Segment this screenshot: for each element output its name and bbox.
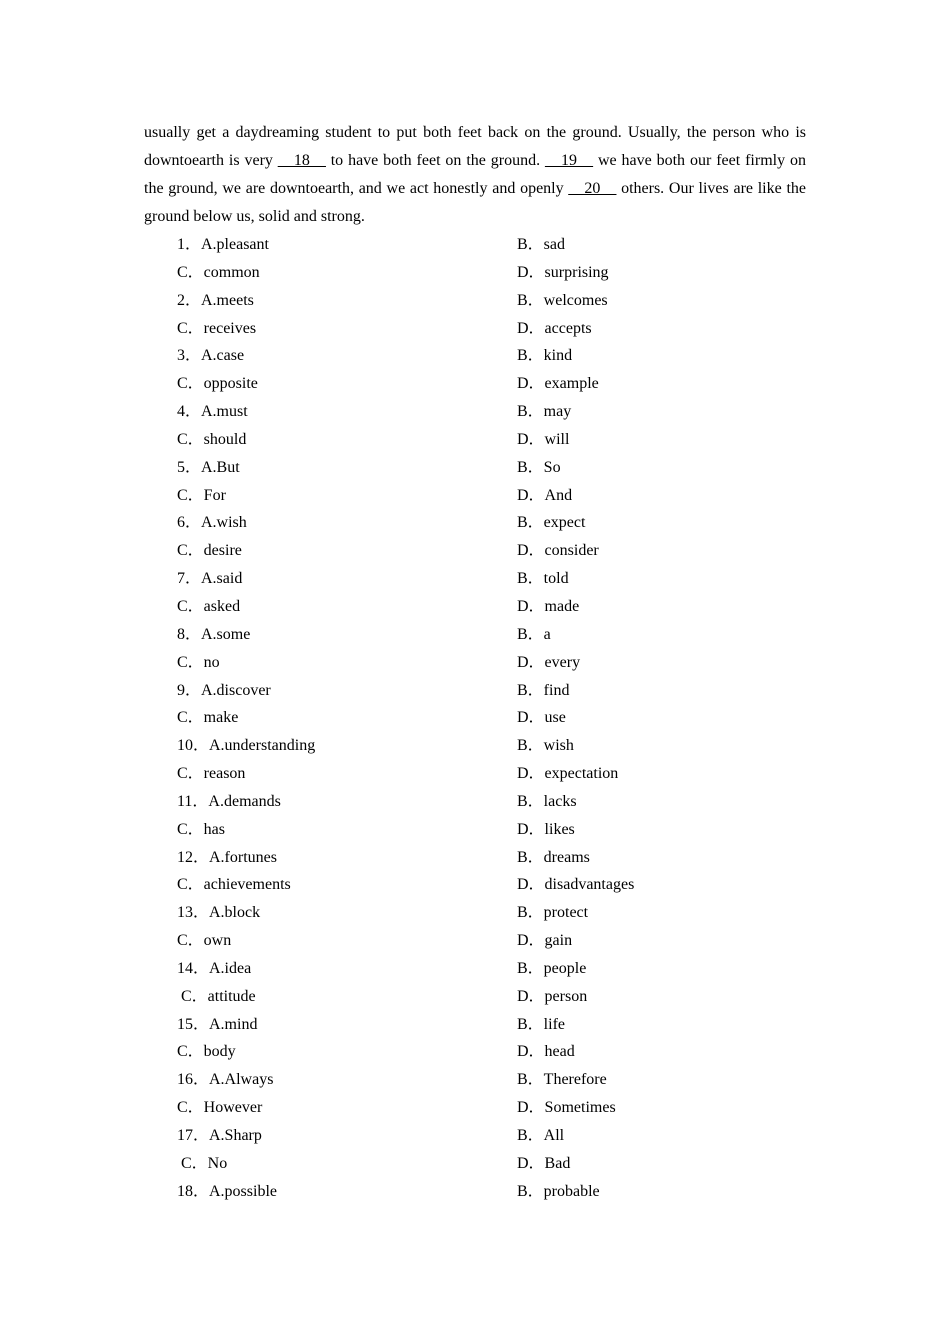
option-row: [144, 398, 806, 426]
option-row: [144, 871, 806, 899]
option-right: D．expectation: [517, 765, 619, 783]
option-right: B．find: [517, 681, 570, 699]
option-left: 17．A.Sharp: [177, 1127, 262, 1144]
passage-text-4: others. Our lives are like the ground below us, solid and strong.: [144, 180, 806, 225]
option-right: D．Bad: [517, 1154, 571, 1172]
option-right: D．likes: [517, 820, 575, 838]
option-left: 5．A.But: [177, 458, 240, 476]
option-right: D．And: [517, 486, 573, 504]
option-row: [144, 732, 806, 760]
option-row: [144, 287, 806, 315]
passage-paragraph: [144, 119, 806, 231]
option-row: [144, 704, 806, 732]
option-left: 10．A.understanding: [177, 737, 316, 755]
option-left: C．body: [177, 1043, 236, 1061]
option-left: C．common: [177, 263, 260, 281]
blank-18: __18__: [277, 152, 326, 169]
option-left: 13．A.block: [177, 904, 261, 922]
option-row: [144, 1178, 806, 1206]
option-row: [144, 593, 806, 621]
option-right: B．probable: [517, 1182, 600, 1200]
option-right: D．made: [517, 597, 580, 615]
option-right: B．Therefore: [517, 1071, 607, 1089]
option-row: [144, 760, 806, 788]
option-right: B．All: [517, 1127, 565, 1144]
option-right: D．surprising: [517, 263, 609, 281]
option-right: B．people: [517, 959, 587, 977]
option-right: D．Sometimes: [517, 1099, 616, 1117]
option-left: C．No: [181, 1154, 228, 1172]
option-row: [144, 426, 806, 454]
option-right: D．example: [517, 375, 599, 393]
option-left: 12．A.fortunes: [177, 848, 277, 866]
option-row: [144, 482, 806, 510]
option-left: 18．A.possible: [177, 1182, 278, 1200]
option-row: [144, 537, 806, 565]
option-left: C．own: [177, 932, 232, 950]
option-left: 2．A.meets: [177, 291, 254, 309]
option-row: [144, 565, 806, 593]
option-row: [144, 315, 806, 343]
option-right: B．a: [517, 625, 551, 643]
option-left: C．For: [177, 486, 226, 504]
option-left: 16．A.Always: [177, 1071, 274, 1089]
option-right: B．may: [517, 403, 572, 421]
options-list: [144, 231, 806, 1206]
option-row: [144, 342, 806, 370]
option-left: C．asked: [177, 597, 241, 615]
option-row: [144, 816, 806, 844]
option-right: D．every: [517, 653, 581, 671]
passage-text-1: usually get a daydreaming student to put both feet back on the ground. Usually, the person who is downtoearth is very: [144, 124, 806, 169]
option-right: D．use: [517, 709, 566, 727]
option-row: [144, 370, 806, 398]
option-right: B．kind: [517, 347, 573, 365]
option-row: [144, 649, 806, 677]
option-row: [144, 983, 806, 1011]
option-left: 1．A.pleasant: [177, 236, 269, 253]
option-row: [144, 1038, 806, 1066]
option-row: [144, 1066, 806, 1094]
option-right: B．expect: [517, 514, 586, 532]
option-right: D．person: [517, 987, 588, 1005]
option-row: [144, 621, 806, 649]
option-right: D．will: [517, 430, 570, 448]
option-right: D．gain: [517, 932, 573, 950]
option-left: C．opposite: [177, 375, 258, 393]
option-left: C．make: [177, 709, 239, 727]
option-right: B．life: [517, 1015, 565, 1033]
option-right: B．welcomes: [517, 291, 608, 309]
option-left: C．achievements: [177, 876, 291, 894]
option-row: [144, 955, 806, 983]
option-right: B．wish: [517, 737, 574, 755]
option-row: [144, 509, 806, 537]
option-row: [144, 844, 806, 872]
option-left: C．attitude: [181, 987, 256, 1005]
option-left: 11．A.demands: [177, 792, 281, 810]
option-row: [144, 1150, 806, 1178]
document-page: [144, 119, 806, 1206]
option-right: B．protect: [517, 904, 589, 922]
option-row: [144, 927, 806, 955]
option-row: [144, 1122, 806, 1150]
option-right: B．dreams: [517, 848, 590, 866]
option-left: C．should: [177, 430, 247, 448]
option-right: B．told: [517, 570, 569, 588]
option-row: [144, 231, 806, 259]
option-right: D．disadvantages: [517, 876, 635, 894]
option-right: D．consider: [517, 542, 599, 560]
option-right: B．sad: [517, 236, 566, 253]
blank-19: __19__: [545, 152, 594, 169]
option-left: 4．A.must: [177, 403, 248, 421]
blank-20: __20__: [568, 180, 617, 197]
option-row: [144, 454, 806, 482]
option-row: [144, 899, 806, 927]
option-left: 15．A.mind: [177, 1015, 258, 1033]
option-row: [144, 677, 806, 705]
option-row: [144, 1011, 806, 1039]
option-left: C．no: [177, 653, 220, 671]
option-row: [144, 259, 806, 287]
option-left: C．reason: [177, 765, 246, 783]
passage-text-3: we have both our feet firmly on the ground, we are downtoearth, and we act honestly and openly: [144, 152, 806, 197]
option-right: B．lacks: [517, 792, 577, 810]
option-left: 3．A.case: [177, 347, 245, 365]
option-right: D．accepts: [517, 319, 592, 337]
option-left: 8．A.some: [177, 625, 251, 643]
option-right: B．So: [517, 458, 561, 476]
option-left: C．receives: [177, 319, 257, 337]
option-left: C．has: [177, 820, 226, 838]
option-left: C．However: [177, 1099, 263, 1117]
option-left: 7．A.said: [177, 570, 243, 588]
option-left: C．desire: [177, 542, 242, 560]
option-left: 14．A.idea: [177, 959, 252, 977]
option-left: 9．A.discover: [177, 681, 271, 699]
option-row: [144, 788, 806, 816]
passage-text-2: to have both feet on the ground.: [325, 152, 546, 169]
option-row: [144, 1094, 806, 1122]
option-left: 6．A.wish: [177, 514, 247, 532]
option-right: D．head: [517, 1043, 575, 1061]
